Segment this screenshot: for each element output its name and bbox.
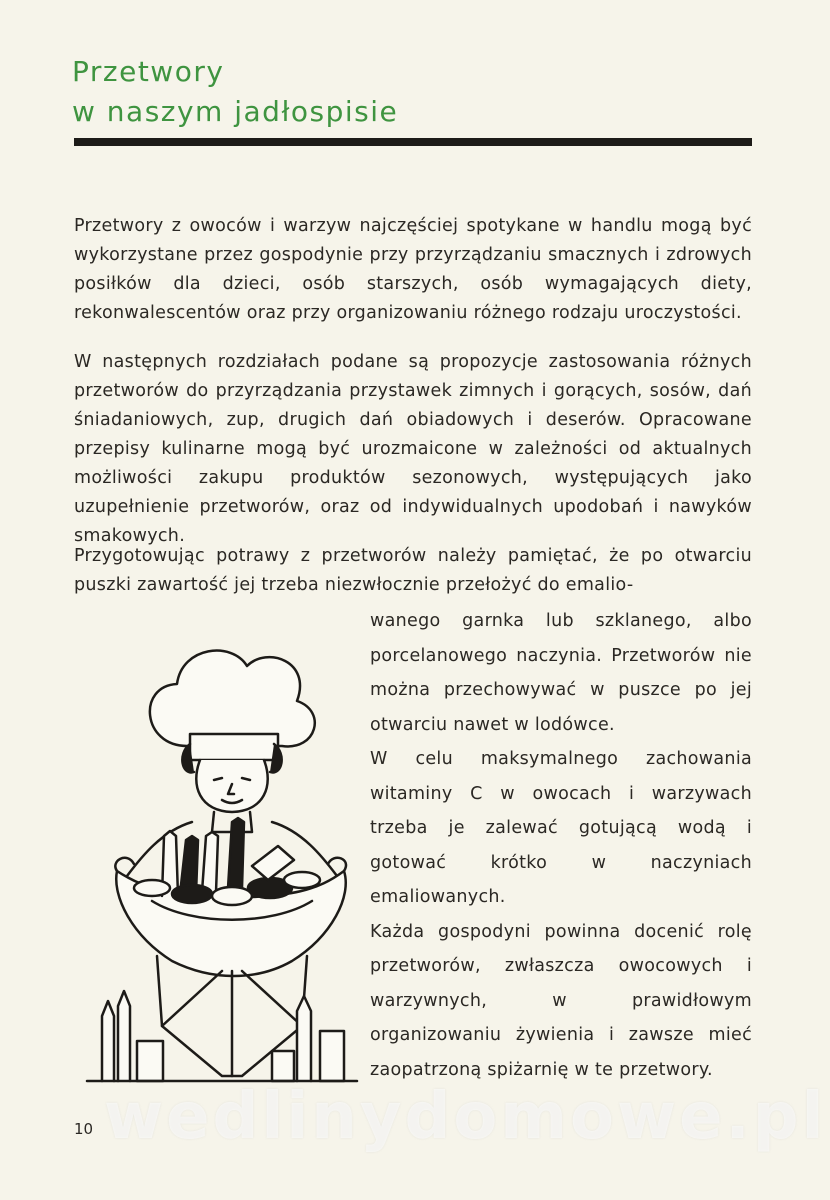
watermark: wedlinydomowe.pl [104,1080,827,1154]
paragraph-opening-cans-top: Przygotowując potrawy z przetworów należy pamiętać, że po otwarciu puszki zawartość jej trzeba niezwłocznie przełożyć do emalio- [74,546,752,595]
paragraph-pantry: Każda gospodyni powinna docenić rolę przetworów, zwłaszcza owocowych i warzywnych, w prawidłowym organizowaniu żywienia i zawsze mieć zaopatrzoną spiżarnię w te przetwory. [370,921,752,1080]
page-title-line-2: w naszym jadłospisie [72,95,399,128]
paragraph-vitamin-c: W celu maksymalnego zachowania witaminy C w owocach i warzywach trzeba je zalewać gotującą wodą i gotować krótko w naczyniach emaliowanych. [370,749,752,907]
chef-with-preserves-icon [82,626,362,1086]
page-number: 10 [74,1120,94,1138]
page-title-line-1: Przetwory [72,55,225,88]
paragraph-opening-cans-bottom: wanego garnka lub szklanego, albo porcelanowego naczynia. Przetworów nie można przechowywać w puszce po jej otwarciu nawet w lodówce. [370,611,752,735]
title-divider [74,138,752,146]
right-text-column [370,604,752,1087]
paragraph-chapters: W następnych rozdziałach podane są propozycje zastosowania różnych przetworów do przyrządzania przystawek zimnych i gorących, sosów, dań śniadaniowych, zup, drugich dań obiadowych i deserów. Opracowane przepisy kulinarne mogą być urozmaicone w zależności od aktualnych możliwości zakupu produktów sezonowych, występujących jako uzupełnienie przetworów, oraz od indywidualnych upodobań i nawyków smakowych. [74,352,752,546]
page-title [72,52,398,132]
paragraph-intro: Przetwory z owoców i warzyw najczęściej spotykane w handlu mogą być wykorzystane przez gospodynie przy przyrządzaniu smacznych i zdrowych posiłków dla dzieci, osób starszych, osób wymagających diety, rekonwalescentów oraz przy organizowaniu różnego rodzaju uroczystości. [74,216,752,323]
